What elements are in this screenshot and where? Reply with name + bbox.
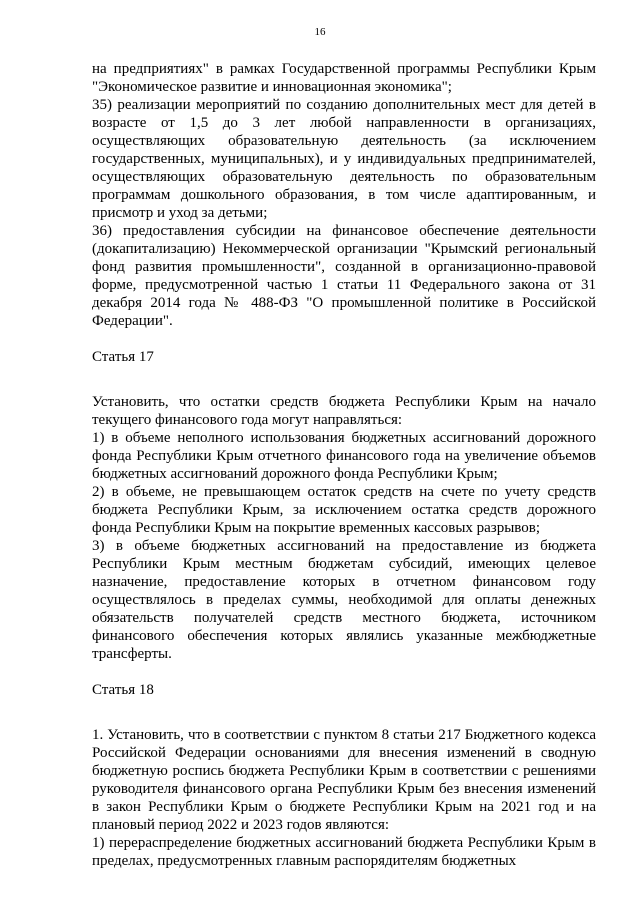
spacer [92,366,596,393]
paragraph: 1. Установить, что в соответствии с пунктом 8 статьи 217 Бюджетного кодекса Российской Федерации основаниями для внесения изменений в сводную бюджетную роспись бюджета Республики Крым в соответствии с решениями руководителя финансового органа Республики Крым без внесения изменений в закон Республики Крым о бюджете Республики Крым на 2021 год и на плановый период 2022 и 2023 годов являются: [92,727,596,833]
page-number: 16 [314,26,326,38]
paragraph: Установить, что остатки средств бюджета Республики Крым на начало текущего финансового года могут направляться: [92,394,596,428]
paragraph: 2) в объеме, не превышающем остаток средств на счете по учету средств бюджета Республики Крым, за исключением остатка средств дорожного фонда Республики Крым на покрытие временных кассовых разрывов; [92,484,596,536]
paragraph: на предприятиях" в рамках Государственной программы Республики Крым "Экономическое развитие и инновационная экономика"; [92,61,596,95]
article-heading: Статья 17 [92,349,154,365]
paragraph: 35) реализации мероприятий по созданию дополнительных мест для детей в возрасте от 1,5 до 3 лет любой направленности в организациях, осуществляющих образовательную деятельность (за исключением государственных, муниципальных), и у индивидуальных предпринимателей, осуществляющих образовательную деятельность по образовательным программам дошкольного образования, в том числе адаптированным, и присмотр и уход за детьми; [92,97,596,221]
spacer [92,330,596,348]
paragraph: 36) предоставления субсидии на финансовое обеспечение деятельности (докапитализацию) Некоммерческой организации "Крымский региональный фонд развития промышленности", созданной в организационно-правовой форме, предусмотренной частью 1 статьи 11 Федерального закона от 31 декабря 2014 года № 488-ФЗ "О промышленной политике в Российской Федерации". [92,223,596,329]
article-heading: Статья 18 [92,682,154,698]
paragraph: 3) в объеме бюджетных ассигнований на предоставление из бюджета Республики Крым местным бюджетам субсидий, имеющих целевое назначение, предоставление которых в отчетном финансовом году осуществлялось в пределах суммы, необходимой для оплаты денежных обязательств получателей средств местного бюджета, источником финансового обеспечения которых являлись указанные межбюджетные трансферты. [92,538,596,662]
paragraph: 1) перераспределение бюджетных ассигнований бюджета Республики Крым в пределах, предусмотренных главным распорядителям бюджетных [92,835,596,869]
paragraph: 1) в объеме неполного использования бюджетных ассигнований дорожного фонда Республики Крым отчетного финансового года на увеличение объемов бюджетных ассигнований дорожного фонда Республики Крым; [92,430,596,482]
spacer [92,699,596,726]
spacer [92,663,596,681]
document-body [92,60,596,870]
